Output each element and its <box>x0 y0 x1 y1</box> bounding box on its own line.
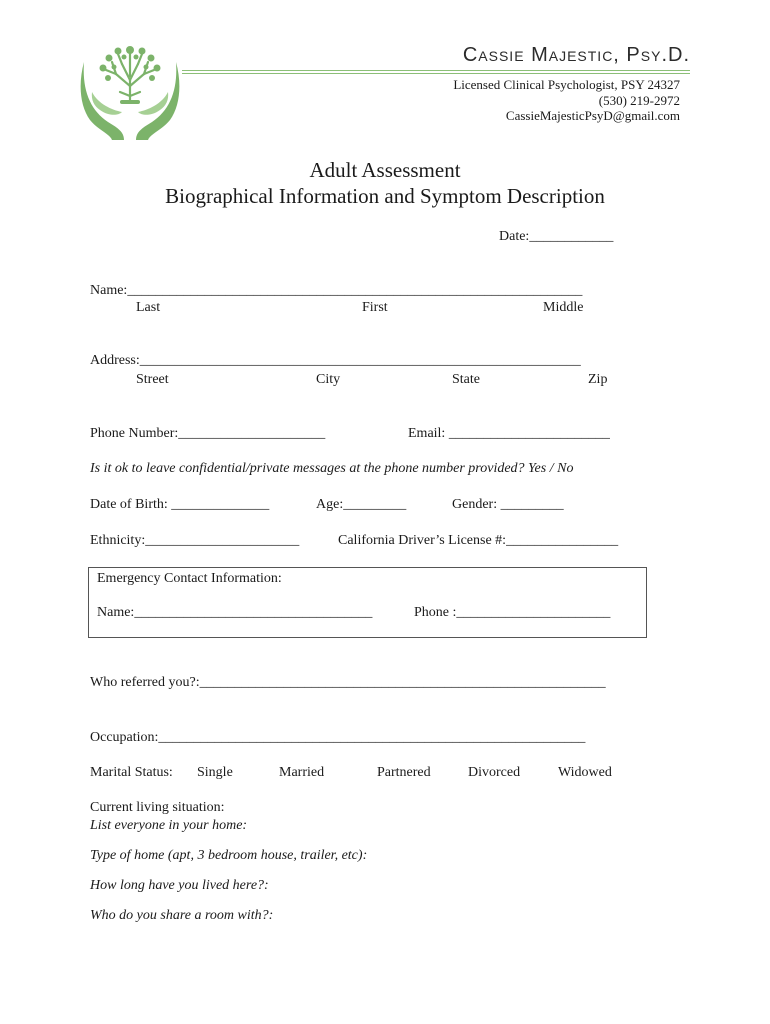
emergency-phone-field[interactable]: Phone :______________________ <box>414 605 611 620</box>
age-field[interactable]: Age:_________ <box>316 497 407 512</box>
emergency-contact-heading: Emergency Contact Information: <box>97 571 282 586</box>
drivers-license-field[interactable]: California Driver’s License #:________________ <box>338 533 619 548</box>
form-title: Adult Assessment <box>309 158 461 182</box>
name-last-label: Last <box>136 300 161 315</box>
header-email: CassieMajesticPsyD@gmail.com <box>505 108 680 123</box>
form-subtitle: Biographical Information and Symptom Description <box>165 184 605 208</box>
address-city-label: City <box>316 372 341 387</box>
marital-option-widowed[interactable]: Widowed <box>558 765 612 780</box>
occupation-field[interactable]: Occupation:_____________________________________________________________ <box>90 730 586 745</box>
practitioner-name: Cassie Majestic, Psy.D. <box>462 44 690 66</box>
date-field[interactable]: Date:____________ <box>499 229 614 244</box>
header-rule <box>182 70 690 71</box>
marital-option-single[interactable]: Single <box>197 765 233 780</box>
license-info: Licensed Clinical Psychologist, PSY 24327 <box>453 77 680 92</box>
address-state-label: State <box>452 372 480 387</box>
phone-number-field[interactable]: Phone Number:_____________________ <box>90 426 326 441</box>
living-situation-heading: Current living situation: <box>90 800 225 815</box>
share-room-field[interactable]: Who do you share a room with?: <box>90 908 274 923</box>
how-long-field[interactable]: How long have you lived here?: <box>90 878 269 893</box>
emergency-name-field[interactable]: Name:__________________________________ <box>97 605 373 620</box>
marital-status-label: Marital Status: <box>90 765 173 780</box>
address-street-label: Street <box>136 372 169 387</box>
gender-field[interactable]: Gender: _________ <box>452 497 564 512</box>
name-first-label: First <box>362 300 388 315</box>
type-of-home-field[interactable]: Type of home (apt, 3 bedroom house, trailer, etc): <box>90 848 368 863</box>
list-everyone-field[interactable]: List everyone in your home: <box>90 818 248 833</box>
name-field[interactable]: Name:_________________________________________________________________ <box>90 283 583 298</box>
marital-option-divorced[interactable]: Divorced <box>468 765 521 780</box>
header-rule-secondary <box>182 73 690 74</box>
address-zip-label: Zip <box>588 372 608 387</box>
marital-option-married[interactable]: Married <box>279 765 325 780</box>
marital-option-partnered[interactable]: Partnered <box>377 765 431 780</box>
email-field[interactable]: Email: _______________________ <box>408 426 610 441</box>
ethnicity-field[interactable]: Ethnicity:______________________ <box>90 533 300 548</box>
messages-question[interactable]: Is it ok to leave confidential/private messages at the phone number provided? Yes / No <box>90 461 574 476</box>
address-field[interactable]: Address:_______________________________________________________________ <box>90 353 581 368</box>
tree-in-hands-logo <box>78 40 182 140</box>
header-phone: (530) 219-2972 <box>598 93 680 108</box>
referred-field[interactable]: Who referred you?:__________________________________________________________ <box>90 675 606 690</box>
name-middle-label: Middle <box>543 300 584 315</box>
dob-field[interactable]: Date of Birth: ______________ <box>90 497 270 512</box>
